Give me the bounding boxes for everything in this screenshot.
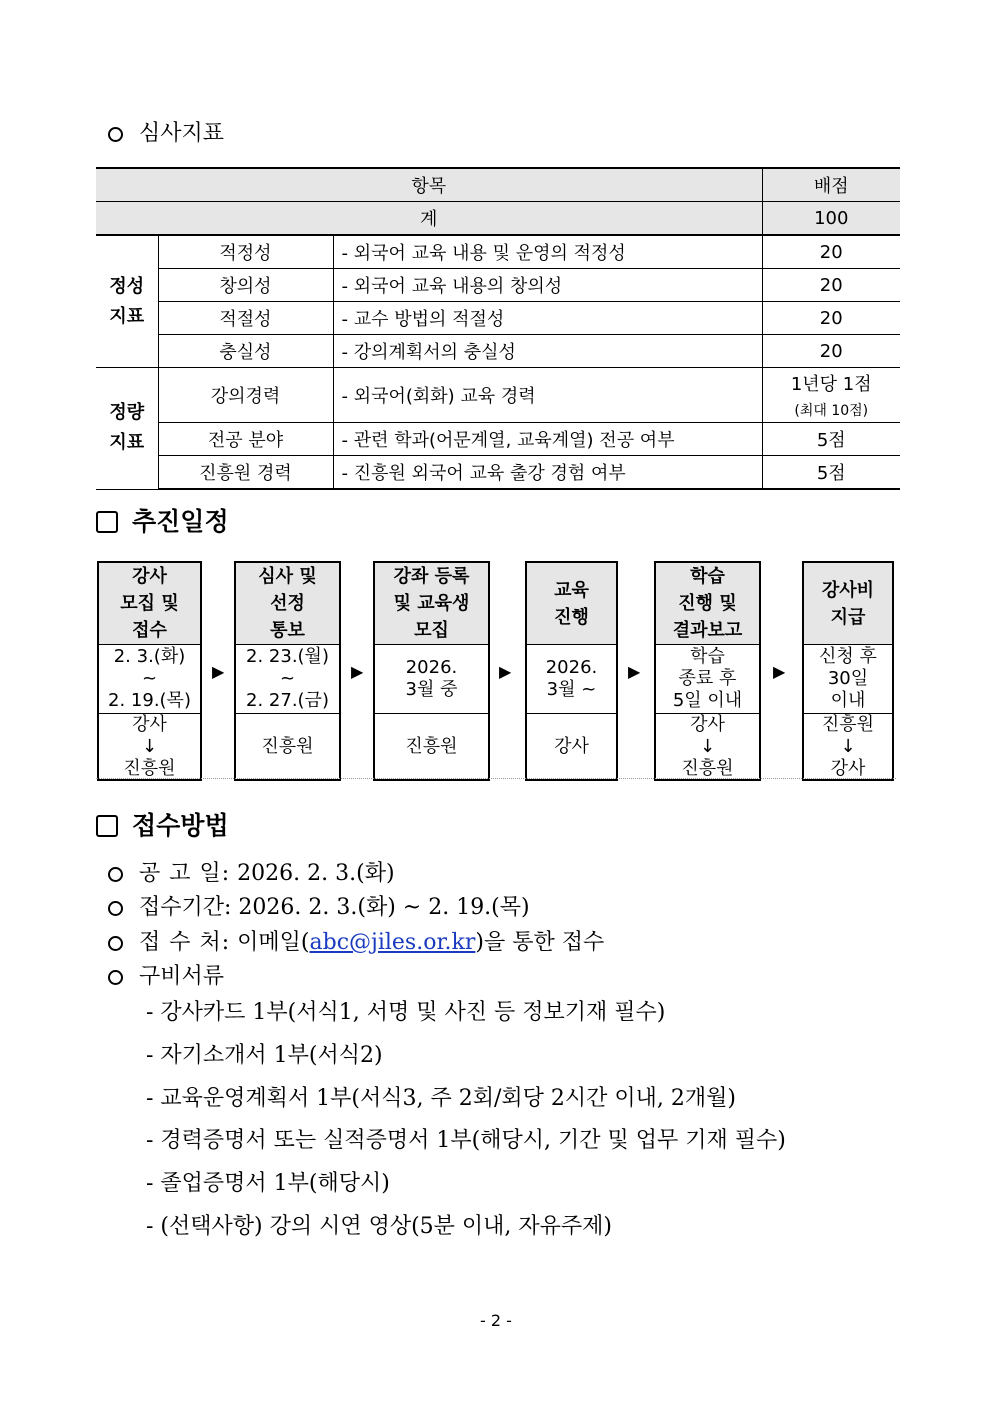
row-name: 적절성: [158, 302, 333, 335]
table-row: [96, 335, 900, 368]
step-owner: 진흥원: [405, 736, 458, 757]
notice-label: 공 고 일:: [139, 861, 231, 886]
step-owner: 강사: [554, 736, 589, 757]
row-points: 5점: [762, 456, 900, 490]
col-points-header: 배점: [762, 168, 900, 202]
row-desc: - 진흥원 외국어 교육 출강 경험 여부: [333, 456, 762, 490]
step-title: 학습 진행 및 결과보고: [656, 563, 759, 645]
square-bullet-icon: [96, 815, 118, 837]
page-number: - 2 -: [480, 1311, 512, 1330]
step-title: 심사 및 선정 통보: [236, 563, 339, 645]
doc-list-item: - 경력증명서 또는 실적증명서 1부(해당시, 기간 및 업무 기재 필수): [146, 1128, 786, 1153]
arrow-right-icon: ▶: [212, 662, 225, 681]
divider: [96, 778, 896, 779]
square-bullet-icon: [96, 511, 118, 533]
criteria-table: [96, 167, 900, 490]
step-owner: 강사 ↓ 진흥원: [123, 714, 176, 779]
table-row: [96, 423, 900, 456]
qualitative-group-label: 정성 지표: [96, 235, 158, 368]
schedule-step-2: [234, 561, 341, 781]
application-heading: 접수방법: [96, 806, 229, 842]
doc-list-item: - 교육운영계획서 1부(서식3, 주 2회/회당 2시간 이내, 2개월): [146, 1086, 736, 1111]
table-row: [96, 456, 900, 490]
circle-bullet-icon: [108, 867, 123, 882]
schedule-step-4: [525, 561, 618, 781]
docs-label: 구비서류: [139, 964, 225, 989]
arrow-right-icon: ▶: [773, 662, 786, 681]
row-name: 창의성: [158, 269, 333, 302]
row-desc: - 교수 방법의 적절성: [333, 302, 762, 335]
row-name: 전공 분야: [158, 423, 333, 456]
circle-bullet-icon: [108, 127, 123, 142]
schedule-step-1: [97, 561, 202, 781]
row-points: 20: [762, 269, 900, 302]
quantitative-group-label: 정량 지표: [96, 368, 158, 490]
table-total-row: [96, 202, 900, 236]
row-points: 1년당 1점: [790, 374, 872, 395]
step-date: 2. 3.(화) ~ 2. 19.(목): [99, 645, 200, 714]
row-name: 진흥원 경력: [158, 456, 333, 490]
circle-bullet-icon: [108, 936, 123, 951]
doc-list-item: - 강사카드 1부(서식1, 서명 및 사진 등 정보기재 필수): [146, 1000, 666, 1025]
step-title: 강사 모집 및 접수: [99, 563, 200, 645]
step-owner: 강사 ↓ 진흥원: [681, 714, 734, 779]
arrow-right-icon: ▶: [499, 662, 512, 681]
docs-item: [108, 959, 224, 990]
row-desc: - 강의계획서의 충실성: [333, 335, 762, 368]
step-owner: 진흥원 ↓ 강사: [821, 714, 875, 779]
notice-date-item: [108, 856, 395, 887]
step-date: 신청 후 30일 이내: [804, 645, 892, 714]
step-title: 강좌 등록 및 교육생 모집: [375, 563, 488, 645]
table-header-row: [96, 168, 900, 202]
row-points: 20: [762, 235, 900, 269]
place-label: 접 수 처:: [139, 930, 231, 955]
place-item: [108, 925, 604, 956]
email-link[interactable]: abc@jiles.or.kr: [309, 930, 476, 955]
row-desc: - 외국어(회화) 교육 경력: [333, 368, 762, 423]
row-name: 적정성: [158, 235, 333, 269]
total-points: 100: [762, 202, 900, 236]
row-points: 20: [762, 335, 900, 368]
doc-list-item: - 졸업증명서 1부(해당시): [146, 1171, 390, 1196]
row-desc: - 외국어 교육 내용 및 운영의 적정성: [333, 235, 762, 269]
period-item: [108, 890, 530, 921]
col-item-header: 항목: [96, 168, 762, 202]
schedule-step-6: [802, 561, 894, 781]
step-date: 2026. 3월 중: [375, 645, 488, 714]
row-name: 강의경력: [158, 368, 333, 423]
row-name: 충실성: [158, 335, 333, 368]
notice-value: 2026. 2. 3.(화): [237, 861, 395, 886]
step-date: 학습 종료 후 5일 이내: [656, 645, 759, 714]
row-points: 20: [762, 302, 900, 335]
period-value: 2026. 2. 3.(화) ~ 2. 19.(목): [238, 895, 530, 920]
table-row: [96, 368, 900, 423]
period-label: 접수기간:: [139, 895, 232, 920]
schedule-step-3: [373, 561, 490, 781]
arrow-right-icon: ▶: [351, 662, 364, 681]
arrow-right-icon: ▶: [628, 662, 641, 681]
table-row: [96, 269, 900, 302]
row-points-cell: [762, 368, 900, 423]
step-date: 2. 23.(월) ~ 2. 27.(금): [236, 645, 339, 714]
criteria-heading: 심사지표: [108, 116, 224, 147]
place-suffix: )을 통한 접수: [475, 930, 605, 955]
circle-bullet-icon: [108, 970, 123, 985]
step-date: 2026. 3월 ~: [527, 645, 616, 714]
table-row: [96, 302, 900, 335]
table-row: [96, 235, 900, 269]
schedule-heading: 추진일정: [96, 502, 229, 538]
doc-list-item: - (선택사항) 강의 시연 영상(5분 이내, 자유주제): [146, 1214, 613, 1239]
circle-bullet-icon: [108, 901, 123, 916]
doc-list-item: - 자기소개서 1부(서식2): [146, 1043, 383, 1068]
row-desc: - 외국어 교육 내용의 창의성: [333, 269, 762, 302]
step-title: 강사비 지급: [804, 563, 892, 645]
place-prefix: 이메일(: [237, 930, 310, 955]
total-label: 계: [96, 202, 762, 236]
row-points-note: (최대 10점): [794, 403, 869, 419]
schedule-step-5: [654, 561, 761, 781]
row-desc: - 관련 학과(어문계열, 교육계열) 전공 여부: [333, 423, 762, 456]
step-owner: 진흥원: [261, 736, 314, 757]
row-points: 5점: [762, 423, 900, 456]
step-title: 교육 진행: [527, 563, 616, 645]
